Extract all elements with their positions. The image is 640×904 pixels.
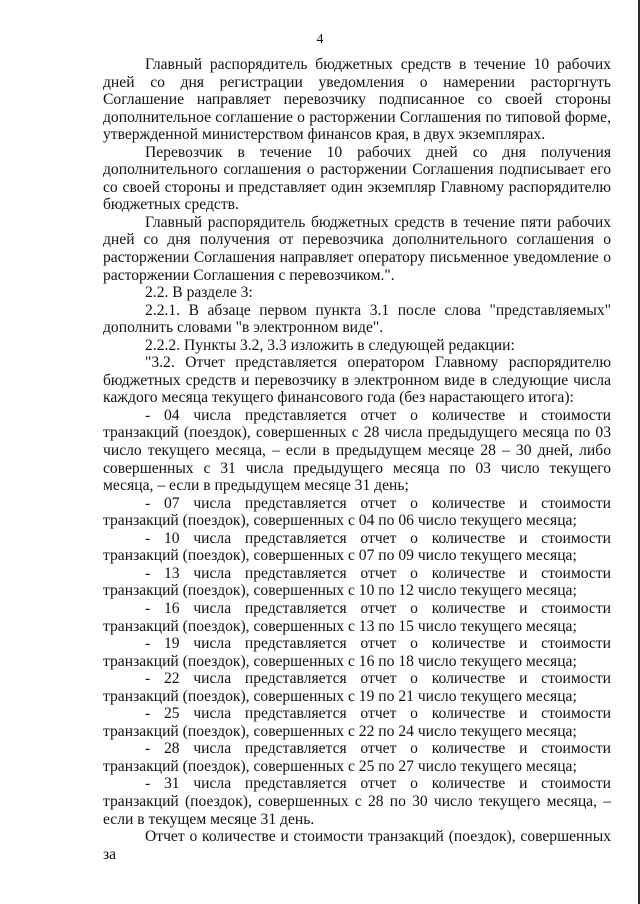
paragraph: Главный распорядитель бюджетных средств в течение пяти рабочих дней со дня получения от перевозчика дополнительного соглашения о расторжении Соглашения направляет оператору письменное уведомление о расторжении Соглашения с перевозчиком.". <box>103 213 611 284</box>
list-item: - 10 числа представляется отчет о количестве и стоимости транзакций (поездок), совершенных с 07 по 09 число текущего месяца; <box>103 529 611 565</box>
list-item: - 28 числа представляется отчет о количестве и стоимости транзакций (поездок), совершенных с 25 по 27 число текущего месяца; <box>103 740 611 775</box>
list-item: - 19 числа представляется отчет о количестве и стоимости транзакций (поездок), совершенных с 16 по 18 число текущего месяца; <box>103 635 611 670</box>
paragraph: Отчет о количестве и стоимости транзакций (поездок), совершенных за <box>103 828 611 863</box>
list-item: - 22 числа представляется отчет о количестве и стоимости транзакций (поездок), совершенных с 19 по 21 число текущего месяца; <box>103 670 611 705</box>
paragraph: "3.2. Отчет представляется оператором Главному распорядителю бюджетных средств и перевозчику в электронном виде в следующие числа каждого месяца текущего финансового года (без нарастающего итога): <box>103 354 611 407</box>
paragraph: 2.2.1. В абзаце первом пункта 3.1 после слова "представляемых" дополнить словами "в электронном виде". <box>103 301 611 337</box>
list-item: - 04 числа представляется отчет о количестве и стоимости транзакций (поездок), совершенных с 28 числа предыдущего месяца по 03 число текущего месяца, – если в предыдущем месяце 28 – 30 дней, либо совершенных с 31 числа предыдущего месяца по 03 число текущего месяца, – если в предыдущем месяце 31 день; <box>103 406 611 495</box>
list-item: - 25 числа представляется отчет о количестве и стоимости транзакций (поездок), совершенных с 22 по 24 число текущего месяца; <box>103 705 611 740</box>
paragraph: Главный распорядитель бюджетных средств в течение 10 рабочих дней со дня регистрации уведомления о намерении расторгнуть Соглашение направляет перевозчику подписанное со своей стороны дополнительное соглашение о расторжении Соглашения по типовой форме, утвержденной министерством финансов края, в двух экземплярах. <box>103 56 611 144</box>
list-item: - 13 числа представляется отчет о количестве и стоимости транзакций (поездок), совершенных с 10 по 12 число текущего месяца; <box>103 564 611 600</box>
paragraph: 2.2. В разделе 3: <box>145 284 253 302</box>
document-body <box>103 56 611 863</box>
list-item: - 16 числа представляется отчет о количестве и стоимости транзакций (поездок), совершенных с 13 по 15 число текущего месяца; <box>103 599 611 635</box>
list-item: - 31 числа представляется отчет о количестве и стоимости транзакций (поездок), совершенных с 28 по 30 число текущего месяца, – если в текущем месяце 31 день. <box>103 775 611 828</box>
list-item: - 07 числа представляется отчет о количестве и стоимости транзакций (поездок), совершенных с 04 по 06 число текущего месяца; <box>103 494 611 530</box>
page-number: 4 <box>316 32 324 47</box>
paragraph: Перевозчик в течение 10 рабочих дней со дня получения дополнительного соглашения о расторжении Соглашения подписывает его со своей стороны и представляет один экземпляр Главному распорядителю бюджетных средств. <box>103 143 611 214</box>
paragraph: 2.2.2. Пункты 3.2, 3.3 изложить в следующей редакции: <box>145 336 515 354</box>
